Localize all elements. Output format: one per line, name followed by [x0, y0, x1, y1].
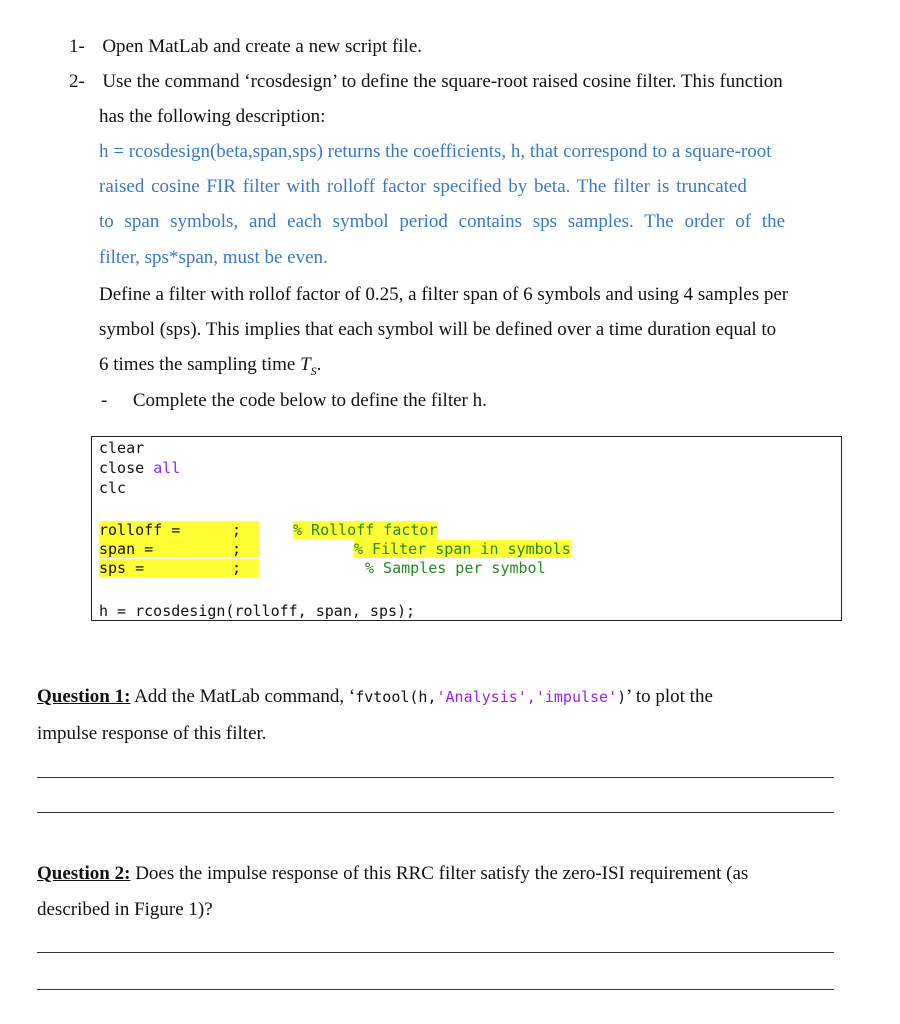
define-line: Define a filter with rollof factor of 0.25, a filter span of 6 symbols and using 4 samples per: [99, 284, 789, 305]
bullet-dash: -: [101, 390, 108, 411]
description-line: h = rcosdesign(beta,span,sps) returns the coefficients, h, that correspond to a square-root: [99, 141, 772, 162]
bullet-item: [101, 390, 487, 412]
define-line: symbol (sps). This implies that each symbol will be defined over a time duration equal to: [99, 319, 777, 340]
code-clear: clear: [99, 439, 145, 457]
question-1-label: Question 1:: [37, 686, 131, 707]
step-text: Use the command ‘rcosdesign’ to define the square-root raised cosine filter. This function: [102, 71, 783, 92]
step-number: 2-: [69, 71, 85, 92]
question-2-line-2: described in Figure 1)?: [37, 899, 213, 920]
question-1-line-2: impulse response of this filter.: [37, 723, 267, 744]
code-rolloff: rolloff = ;: [99, 521, 259, 539]
define-line: 6 times the sampling time $T_S$.: [99, 354, 322, 378]
step-1: [69, 36, 422, 58]
description-line: filter, sps*span, must be even.: [99, 247, 328, 268]
ts-symbol: $T_S$: [300, 354, 317, 378]
description-line: to span symbols, and each symbol period contains sps samples. The order of the: [99, 211, 786, 232]
bullet-text: Complete the code below to define the filter h.: [132, 390, 487, 411]
span-comment: % Filter span in symbols: [354, 540, 571, 558]
code-close-all: close all: [99, 459, 181, 477]
step-2-continuation: has the following description:: [99, 106, 326, 127]
code-clc: clc: [99, 479, 127, 497]
step-number: 1-: [69, 36, 85, 57]
code-sps: sps = ;: [99, 559, 259, 577]
answer-line[interactable]: [37, 777, 834, 778]
answer-line[interactable]: [37, 812, 834, 813]
question-1: Question 1: Add the MatLab command, ‘fvtool(h,'Analysis','impulse')’ to plot the: [37, 686, 713, 707]
description-line: raised cosine FIR filter with rolloff factor specified by beta. The filter is truncated: [99, 176, 747, 197]
step-text: Open MatLab and create a new script file.: [102, 36, 423, 57]
rolloff-comment: % Rolloff factor: [293, 521, 438, 539]
question-2: Question 2: Does the impulse response of this RRC filter satisfy the zero-ISI requirement (as: [37, 863, 749, 884]
answer-line[interactable]: [37, 952, 834, 953]
code-span: span = ;: [99, 540, 259, 558]
sps-comment: % Samples per symbol: [365, 559, 546, 577]
code-h-line: h = rcosdesign(rolloff, span, sps);: [99, 602, 416, 620]
question-2-label: Question 2:: [37, 863, 131, 884]
answer-line[interactable]: [37, 989, 834, 990]
step-2: [69, 71, 783, 93]
